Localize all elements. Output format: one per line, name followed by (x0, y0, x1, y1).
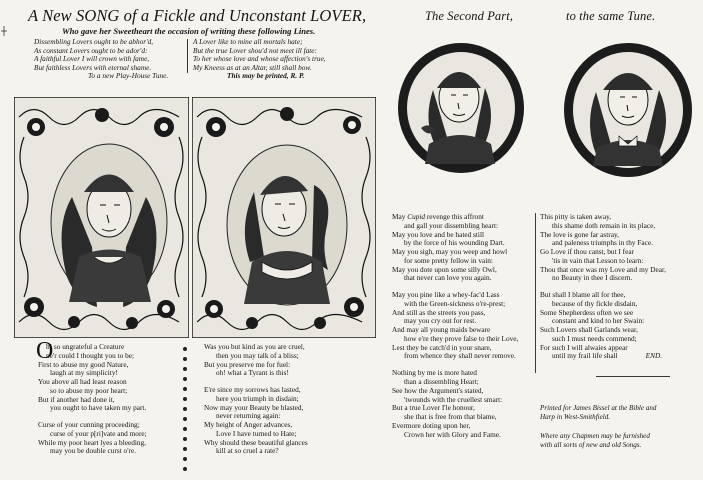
verse-line: May you love and be hated still (392, 229, 485, 239)
verse-line: 'tis in vain that Lesson to learn: (552, 255, 644, 265)
verse-line: because of thy fickle disdain, (552, 298, 638, 308)
verse-line: with the Green-sickness o're-prest; (404, 298, 506, 308)
verse-line: then you may talk of a bliss; (216, 350, 299, 360)
verse-line: May you sigh, may you weep and howl (392, 247, 508, 256)
verse-line: 'twounds with the cruellest smart: (404, 394, 503, 404)
verse-line: this shame doth remain in its place, (552, 220, 656, 230)
verse-line: kill at so cruel a rate? (216, 446, 279, 456)
verse-line: may you cry out for rest. (404, 316, 477, 326)
license-line: This may be printed, R. P. (227, 71, 305, 81)
verse-line: ne'r could I thought you to be; (46, 350, 135, 360)
verse-line: no Beauty in thee I discern. (552, 273, 633, 283)
verse-line: Love I have turned to Hate; (216, 428, 297, 438)
intro-right-line: A Lover like to mine all mortals hate; (193, 37, 303, 46)
verse-line: and gall your dissembling heart: (404, 220, 499, 230)
verse-line: Go Love if thou canst, but I fear (540, 247, 635, 256)
crop-mark (1, 26, 7, 36)
printer-imprint (540, 404, 656, 421)
verse-line: how e're they prove false to their Love, (404, 333, 519, 343)
verse-line: Evermore doting upon her, (392, 420, 471, 430)
intro-right-line: To her whose love and whose affection's true, (193, 54, 326, 64)
intro-left-line: Dissembling Lovers ought to be abhor'd, (34, 37, 154, 46)
verse-line: Such Lovers shall Garlands wear, (540, 325, 638, 335)
ballad-subtitle: Who gave her Sweetheart the occasion of writing these following Lines. (62, 26, 316, 36)
verse-line: here you triumph in disdain; (216, 393, 299, 403)
verse-line: never returning again: (216, 411, 281, 421)
verse-line: Curse of your cunning proceeding; (38, 420, 140, 430)
verse-line: she that is free from that blame, (404, 412, 497, 422)
intro-right-line: My Kneess as at an Altar, still shall bow. (193, 62, 312, 72)
verse-column-4 (540, 213, 700, 361)
verse-line: h! so ungrateful a Creature (46, 342, 125, 351)
verse-line: The love is gone far astray, (540, 229, 619, 239)
verse-line: And still as the streets you pass, (392, 307, 486, 317)
verse-line: Why should these beautiful glances (204, 437, 308, 447)
verse-column-3 (392, 213, 532, 439)
verse-line: May you dote upon some silly Owl, (392, 264, 497, 274)
tune-line: To a new Play-House Tune. (88, 71, 169, 81)
verse-line: than a dissembling Heart; (404, 377, 479, 387)
chapmen-note (540, 432, 650, 449)
imprint-line: with all sorts of new and old Songs. (540, 440, 642, 449)
verse-line: that never can love you again. (404, 273, 492, 283)
verse-line: so to abuse my poor heart; (50, 385, 128, 395)
verse-line: You above all had least reason (38, 377, 127, 386)
verse-line: and paleness triumphs in thy Face. (552, 238, 653, 248)
verse-line: constant and kind to her Swain: (552, 316, 645, 326)
verse-line: For such I will alwaies appear (540, 342, 628, 352)
verse-line: See how the Argument's stated, (392, 385, 484, 395)
verse-line: from whence they shall never remove. (404, 351, 516, 361)
intro-left-line: As constant Lovers ought to be ador'd: (34, 45, 148, 55)
imprint-line: Where any Chapmen may be furnished (540, 432, 650, 440)
verse-line: And may all young maids beware (392, 325, 491, 335)
imprint-rule (596, 376, 670, 377)
verse-line: by the force of his wounding Dart. (404, 238, 505, 248)
verse-line: May Cupid revenge this affront (392, 212, 484, 221)
verse-line: Was you but kind as you are cruel, (204, 342, 305, 351)
imprint-line: Harp in West-Smithfield. (540, 412, 611, 421)
intro-left-line: A faithful Lover I will crown with fame, (34, 54, 150, 64)
verse-line: Lest they be catch'd in your snare, (392, 342, 492, 352)
intro-verse-left (34, 38, 168, 81)
verse-line: you ought to have taken my part. (50, 403, 147, 413)
verse-line: curse of your p[ri]vate and more; (50, 428, 147, 438)
woodcut-woman (192, 97, 376, 338)
verse-line: E're since my sorrows has lasted, (204, 385, 301, 395)
column-rule (535, 213, 536, 373)
verse-line: oh! what a Tyrant is this! (216, 368, 289, 378)
verse-line: My height of Anger advances, (204, 420, 293, 430)
end-word: END. (645, 351, 663, 361)
verse-line: Now may your Beauty be blasted, (204, 402, 304, 412)
verse-line: Thou that once was my Love and my Dear, (540, 264, 666, 274)
same-tune-heading: to the same Tune. (566, 9, 656, 23)
verse-column-2 (204, 343, 374, 456)
verse-line: First to abuse my good Nature, (38, 359, 129, 369)
verse-line: But shall I blame all for thee, (540, 290, 626, 300)
verse-line: such I must needs commend; (552, 333, 637, 343)
ornament-divider (181, 345, 189, 473)
imprint-line: Printed for James Bissel at the Bible and (540, 404, 657, 412)
round-woodcut-left (395, 40, 527, 176)
verse-line: This pitty is taken away, (540, 212, 612, 221)
verse-line: But if another had done it, (38, 394, 115, 404)
verse-line: Crown her with Glory and Fame. (404, 429, 501, 439)
verse-line (540, 352, 700, 361)
second-part-heading: The Second Part, (425, 9, 514, 23)
intro-verse-right (193, 38, 326, 81)
verse-line: While my poor heart lyes a bleeding, (38, 437, 146, 447)
verse-line: laugh at my simplicity! (50, 368, 118, 378)
round-woodcut-right (561, 40, 695, 180)
drop-cap: O (36, 338, 54, 364)
verse-line: But a true Lover I'le honour, (392, 403, 475, 413)
verse-column-1 (36, 338, 178, 456)
verse-line: But you preserve me for fuel: (204, 359, 291, 369)
verse-line: Nothing by me is more hated (392, 368, 477, 378)
woodcut-man (14, 97, 189, 338)
intro-left-line: But faithless Lovers with eternal shame. (34, 62, 152, 72)
verse-line: Some Shepherdess often we see (540, 307, 634, 317)
verse-line: may you be double curst o're. (50, 446, 137, 456)
last-line: until my frail life shall (552, 351, 618, 361)
verse-line: for some pretty fellow in vain: (404, 255, 493, 265)
intro-right-line: But the true Lover shou'd not meet ill fate: (193, 45, 317, 55)
ballad-title: A New SONG of a Fickle and Unconstant LOVER, (28, 6, 367, 25)
verse-line: May you pine like a whey-fac'd Lass (392, 290, 500, 300)
intro-divider (187, 39, 188, 73)
